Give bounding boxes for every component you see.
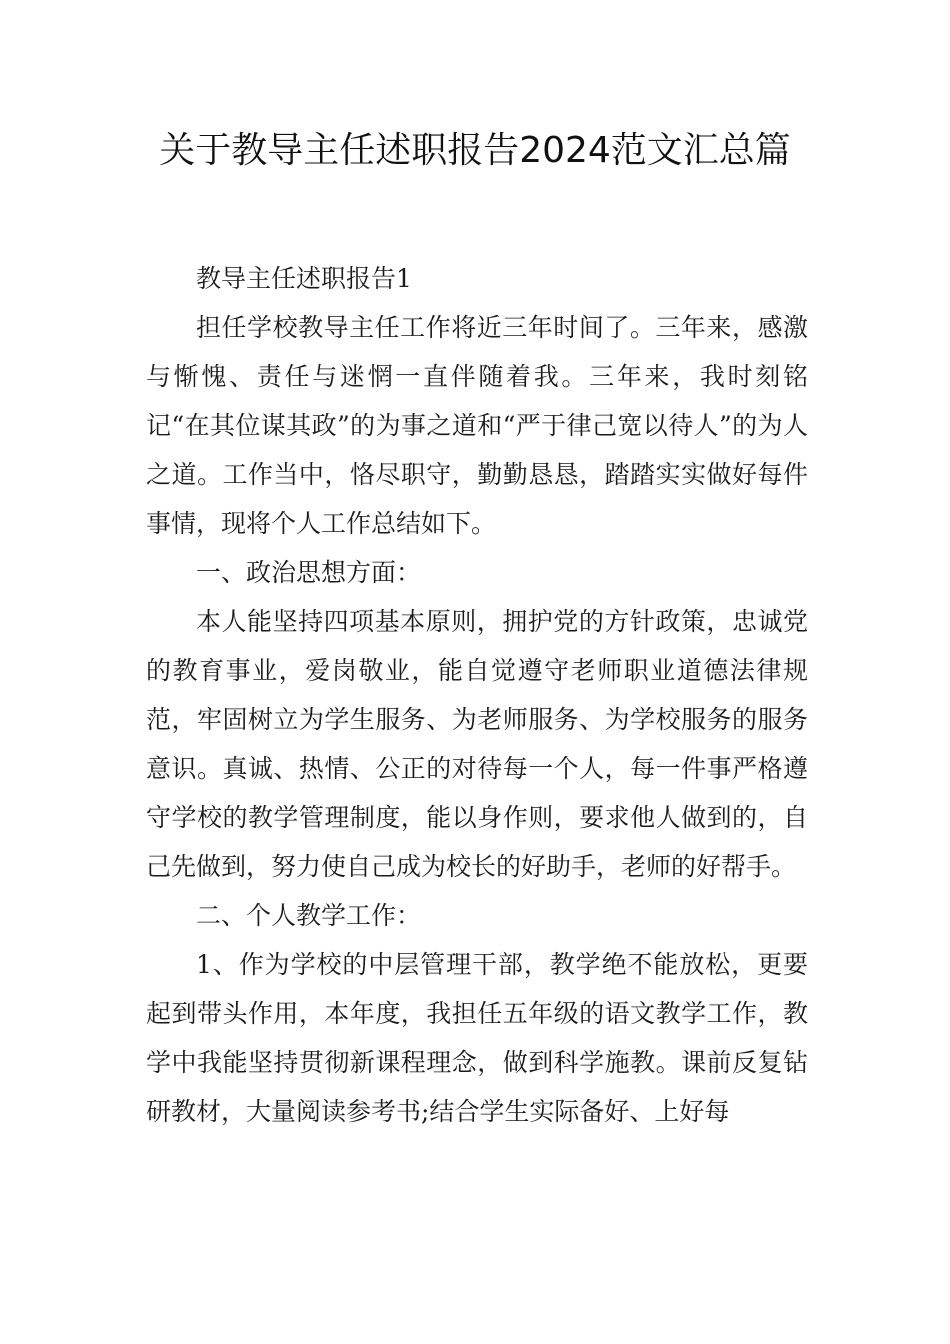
section-heading-report-1: 教导主任述职报告1: [196, 264, 412, 293]
document-title: 关于教导主任述职报告2024范文汇总篇: [159, 130, 791, 171]
section-heading-political: 一、政治思想方面：: [196, 558, 422, 587]
document-body: [146, 254, 808, 1136]
paragraph-political: 本人能坚持四项基本原则，拥护党的方针政策，忠诚党的教育事业，爱岗敬业，能自觉遵守老师职业道德法律规范，牢固树立为学生服务、为老师服务、为学校服务的服务意识。真诚、热情、公正的对待每一个人，每一件事严格遵守学校的教学管理制度，能以身作则，要求他人做到的，自己先做到，努力使自己成为校长的好助手，老师的好帮手。: [146, 607, 808, 881]
paragraph-teaching: 1、作为学校的中层管理干部，教学绝不能放松，更要起到带头作用，本年度，我担任五年级的语文教学工作，教学中我能坚持贯彻新课程理念，做到科学施教。课前反复钻研教材，大量阅读参考书;结合学生实际备好、上好每: [146, 950, 808, 1126]
paragraph-intro: 担任学校教导主任工作将近三年时间了。三年来，感激与惭愧、责任与迷惘一直伴随着我。三年来，我时刻铭记“在其位谋其政”的为事之道和“严于律己宽以待人”的为人之道。工作当中，恪尽职守，勤勤恳恳，踏踏实实做好每件事情，现将个人工作总结如下。: [146, 313, 808, 538]
section-heading-teaching: 二、个人教学工作：: [196, 901, 422, 930]
